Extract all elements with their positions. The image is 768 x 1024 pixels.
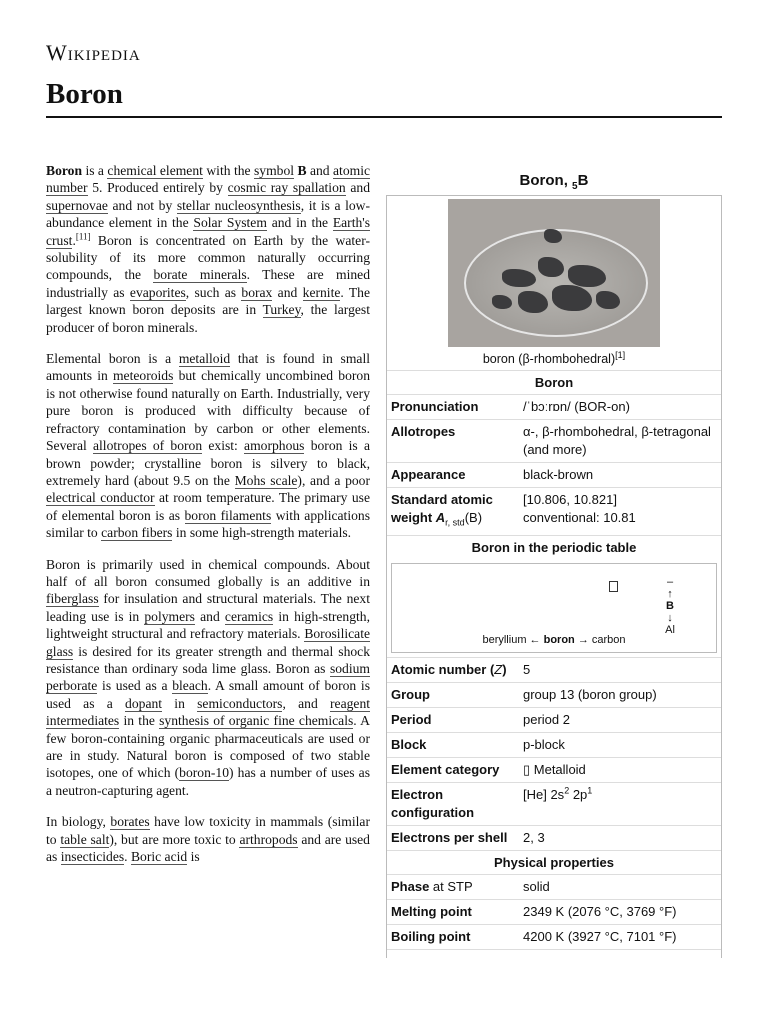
- link-polymers[interactable]: polymers: [144, 608, 195, 624]
- nav-next-element[interactable]: → carbon: [574, 633, 626, 646]
- row-allotropes: [387, 419, 721, 462]
- weight-symbol: A: [435, 510, 446, 525]
- text: Boron is primarily used in chemical compounds. About half of all boron consumed globally is an additive in: [46, 556, 370, 589]
- row-partial: [387, 949, 721, 958]
- arrow-up-icon: ↑: [667, 587, 673, 600]
- row-key[interactable]: Element category: [391, 761, 500, 777]
- link-arthropods[interactable]: arthropods: [239, 831, 298, 847]
- row-electrons-per-shell: [387, 825, 721, 850]
- link-borax[interactable]: borax: [241, 284, 273, 300]
- row-key: Appearance: [391, 467, 466, 482]
- row-value: [523, 491, 721, 532]
- periodic-neighbors: [662, 576, 678, 636]
- config-superscript: 2: [564, 785, 570, 796]
- row-value[interactable]: period 2: [523, 711, 570, 727]
- row-standard-atomic-weight: [387, 487, 721, 535]
- text: . A small amount of boron is used as a: [46, 678, 370, 711]
- text: boron is a brown powder; crystalline boron is silvery to black, extremely hard (about 9.5 on the: [46, 438, 370, 488]
- boron-photo[interactable]: [448, 199, 660, 347]
- text: Elemental boron is a: [46, 351, 179, 367]
- link-solar-system[interactable]: Solar System: [193, 215, 267, 231]
- link-semiconductors[interactable]: semiconductors: [197, 695, 283, 711]
- text: Boron is concentrated on Earth by the water-solubility of its more common naturally occurring compounds, the: [46, 232, 370, 283]
- row-value: 5: [523, 661, 531, 677]
- row-pronunciation: [387, 394, 721, 419]
- link-stellar-nucleosynthesis[interactable]: stellar nucleosynthesis: [176, 197, 301, 213]
- text: and are used as: [46, 831, 370, 865]
- text: and: [194, 608, 225, 624]
- row-key[interactable]: Group: [391, 686, 430, 702]
- reference-link[interactable]: [1]: [615, 349, 626, 360]
- bold-term: Boron: [46, 163, 83, 178]
- row-atomic-number: [387, 657, 721, 682]
- caption-atomic-number: 5: [572, 181, 578, 192]
- row-key[interactable]: Period: [391, 711, 432, 727]
- text: . The largest known boron deposits are in: [46, 284, 370, 318]
- nav-previous-element[interactable]: beryllium ←: [482, 633, 544, 646]
- paragraph-uses: [46, 556, 370, 800]
- row-appearance: [387, 462, 721, 487]
- atomic-symbol: Z: [494, 661, 503, 677]
- caption-symbol: B: [577, 172, 589, 189]
- element-above: –: [666, 575, 674, 588]
- link-atomic-number[interactable]: atomic number: [46, 163, 370, 196]
- row-block: [387, 732, 721, 757]
- text: exist:: [202, 438, 245, 454]
- row-value: /ˈbɔːrɒn/ (BOR-on): [523, 399, 630, 414]
- reference-link[interactable]: [11]: [75, 231, 91, 242]
- link-supernovae[interactable]: supernovae: [46, 197, 108, 213]
- text: in some high-strength materials.: [172, 525, 352, 541]
- text: and in the: [266, 215, 333, 231]
- petri-dish: [464, 229, 648, 337]
- row-electron-configuration: [387, 782, 721, 825]
- row-key: [387, 953, 523, 958]
- weight-label: Standard atomic weight: [391, 492, 493, 525]
- link-chemical-element[interactable]: chemical element: [107, 163, 203, 178]
- link-sodium-perborate[interactable]: sodium perborate: [46, 660, 370, 694]
- text: , the largest producer of boron minerals.: [46, 302, 370, 335]
- link-allotropes-of-boron[interactable]: allotropes of boron: [93, 438, 203, 454]
- config-part: 2p: [569, 786, 588, 802]
- text: In biology,: [46, 814, 111, 830]
- row-value[interactable]: ▯ Metalloid: [523, 761, 586, 777]
- page-title: Boron: [46, 78, 123, 110]
- link-boric-acid[interactable]: Boric acid: [130, 849, 188, 865]
- text: is used as a: [97, 678, 173, 694]
- row-element-category: [387, 757, 721, 782]
- text: is a: [82, 163, 108, 178]
- section-header-physical: Physical properties: [387, 850, 721, 874]
- infobox-image-box: [387, 196, 721, 370]
- row-boiling-point: [387, 924, 721, 949]
- row-value: solid: [523, 878, 550, 894]
- atomic-paren: ): [502, 661, 507, 677]
- text: ), but are more toxic to: [109, 831, 240, 847]
- paragraph-intro: [46, 162, 370, 336]
- row-value: 4200 K (3927 °C, 7101 °F): [523, 928, 677, 944]
- text: . These are mined industrially as: [46, 267, 370, 300]
- row-value[interactable]: group 13 (boron group): [523, 686, 657, 702]
- row-key[interactable]: Pronunciation: [391, 399, 479, 414]
- row-phase: [387, 874, 721, 899]
- weight-conventional: conventional: 10.81: [523, 510, 636, 525]
- caption-name: Boron,: [519, 172, 573, 189]
- phase-stp-link[interactable]: at STP: [429, 878, 473, 894]
- weight-subscript: r, std: [445, 517, 465, 528]
- weight-element: (B): [464, 510, 483, 525]
- link-cosmic-ray-spallation[interactable]: cosmic ray spallation: [227, 180, 346, 196]
- text: for insulation and structural materials. The next leading use is in: [46, 591, 370, 624]
- row-value: black-brown: [523, 467, 594, 482]
- text: ), and a poor: [297, 472, 370, 488]
- link-dopant[interactable]: dopant: [125, 695, 163, 711]
- periodic-table-widget[interactable]: [391, 563, 717, 653]
- row-key: [387, 878, 523, 896]
- config-part: [He] 2s: [523, 786, 565, 802]
- wikipedia-wordmark[interactable]: Wikipedia: [46, 40, 141, 65]
- paragraph-biology: [46, 813, 370, 865]
- text: is: [187, 849, 200, 865]
- boron-chunk: [596, 291, 620, 309]
- infobox-caption: [386, 168, 722, 195]
- row-period: [387, 707, 721, 732]
- text: and: [272, 284, 303, 300]
- row-key[interactable]: Block: [391, 736, 427, 752]
- link-borosilicate-glass[interactable]: Borosilicate glass: [46, 626, 370, 659]
- text: have low toxicity in mammals (similar to: [46, 814, 370, 847]
- infobox: [386, 168, 722, 958]
- link-symbol[interactable]: symbol: [253, 163, 295, 178]
- text: in: [162, 695, 198, 711]
- text: , and: [282, 695, 331, 711]
- section-header-name: Boron: [387, 370, 721, 394]
- row-key[interactable]: Melting point: [391, 903, 472, 919]
- row-value[interactable]: α-, β-rhombohedral, β-tetragonal (and more): [523, 424, 711, 457]
- title-divider: [46, 116, 722, 118]
- row-key[interactable]: Electron configuration: [391, 786, 475, 820]
- link-amorphous[interactable]: amorphous: [244, 438, 305, 454]
- text: , such as: [185, 284, 242, 300]
- row-key[interactable]: Allotropes: [391, 424, 456, 439]
- text: at room temperature. The primary use of elemental boron is as: [46, 490, 370, 523]
- row-key[interactable]: [387, 491, 523, 532]
- atomic-label: Atomic number (: [391, 661, 495, 677]
- text: in high-strength, lightweight structural and refractory materials.: [46, 608, 370, 642]
- image-caption: [387, 350, 721, 370]
- row-key[interactable]: Boiling point: [391, 928, 471, 944]
- link-earths-crust[interactable]: Earth's crust: [46, 215, 370, 248]
- text: 5. Produced entirely by: [87, 180, 228, 196]
- row-key[interactable]: [387, 661, 523, 679]
- row-value: 2349 K (2076 °C, 3769 °F): [523, 903, 677, 919]
- row-group: [387, 682, 721, 707]
- text: and not by: [107, 197, 177, 213]
- element-category-swatch-icon: [609, 581, 618, 592]
- link-synthesis-of-organic-fine-chemicals[interactable]: synthesis of organic fine chemicals: [159, 713, 354, 729]
- nav-current-element: boron: [543, 633, 575, 646]
- link-borate-minerals[interactable]: borate minerals: [153, 267, 247, 283]
- section-header-periodic-table: Boron in the periodic table: [387, 535, 721, 559]
- link-electrical-conductor[interactable]: electrical conductor: [46, 490, 155, 506]
- link-insecticides[interactable]: insecticides: [60, 849, 125, 865]
- link-mohs-scale[interactable]: Mohs scale: [234, 472, 298, 488]
- text: .: [124, 849, 131, 865]
- periodic-nav: [392, 634, 716, 646]
- config-superscript: 1: [587, 785, 593, 796]
- link-fiberglass[interactable]: fiberglass: [46, 591, 99, 607]
- text: , it is a low-abundance element in the: [46, 197, 370, 231]
- link-bleach[interactable]: bleach: [172, 678, 208, 694]
- weight-range: [10.806, 10.821]: [523, 492, 617, 507]
- image-caption-text: boron (β-rhombohedral): [482, 352, 616, 366]
- text: in the: [119, 713, 160, 729]
- arrow-down-icon: ↓: [667, 611, 673, 624]
- text: that is found in small amounts in: [46, 351, 370, 384]
- link-meteoroids[interactable]: meteoroids: [112, 368, 174, 384]
- link-ceramics[interactable]: ceramics: [224, 608, 274, 624]
- link-metalloid[interactable]: metalloid: [178, 351, 231, 367]
- text: .: [72, 232, 76, 248]
- link-carbon-fibers[interactable]: carbon fibers: [101, 525, 173, 541]
- text: with applications similar to: [46, 507, 370, 541]
- text: is desired for its greater strength and thermal shock resistance than ordinary soda lime glass. Boron as: [46, 643, 370, 676]
- text: . A few boron-containing organic pharmaceuticals are used or are in study. Natural boron is composed of two stable isotopes, one of which (: [46, 713, 370, 781]
- phase-label[interactable]: Phase: [391, 878, 430, 894]
- bold-symbol: B: [297, 163, 307, 178]
- link-kernite[interactable]: kernite: [302, 284, 341, 300]
- text: ) has a number of uses as a neutron-capturing agent.: [46, 765, 370, 798]
- link-boron-filaments[interactable]: boron filaments: [184, 507, 272, 523]
- link-table-salt[interactable]: table salt: [60, 831, 110, 847]
- row-melting-point: [387, 899, 721, 924]
- row-value: [523, 786, 721, 822]
- link-boron-10[interactable]: boron-10: [179, 765, 229, 781]
- link-evaporites[interactable]: evaporites: [129, 284, 186, 300]
- boron-chunk: [502, 269, 536, 287]
- link-borates[interactable]: borates: [110, 814, 150, 830]
- row-value: 2, 3: [523, 829, 545, 845]
- link-reagent-intermediates[interactable]: reagent intermediates: [46, 695, 370, 729]
- text: and: [345, 180, 370, 196]
- row-value: [523, 953, 721, 958]
- text: and: [306, 163, 334, 178]
- text: but chemically uncombined boron is not otherwise found naturally on Earth. Industrially, very pure boron is produced with difficulty because of refractory contamination by carbon or other elements. Several: [46, 368, 370, 454]
- boron-chunk: [544, 229, 562, 243]
- element-current: B: [666, 599, 674, 612]
- link-turkey[interactable]: Turkey: [262, 302, 301, 318]
- infobox-frame: [386, 195, 722, 958]
- article-body: [46, 162, 370, 958]
- boron-chunk: [492, 295, 512, 309]
- paragraph-elemental: [46, 350, 370, 541]
- row-value[interactable]: p-block: [523, 736, 565, 752]
- row-key[interactable]: Electrons per shell: [391, 829, 508, 845]
- element-below[interactable]: Al: [665, 623, 675, 636]
- text: with the: [202, 163, 254, 178]
